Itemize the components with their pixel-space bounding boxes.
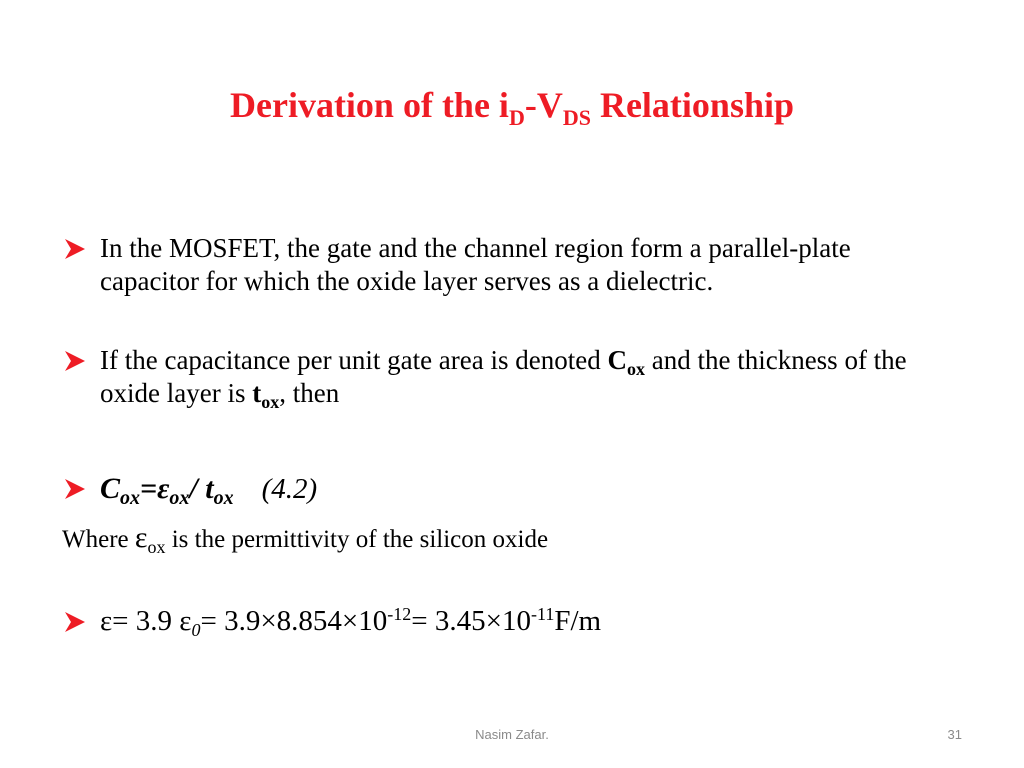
title-text-prefix: Derivation of the i [229,85,509,125]
permittivity-expression: ε= 3.9 $\varepsilon_0= 3.9\times 8.854\times 10^{-12}= 3.45\times 10^{-11}F/m$ [100,604,602,640]
epsilon-symbol: ε [134,521,148,554]
arrow-bullet-icon [62,237,88,261]
tox-symbol: $t_{ox}$ [252,378,280,412]
equation [100,472,942,509]
arrow-bullet-icon [62,349,88,373]
title-subscript-ds: DS [562,105,591,130]
bullet-text: In the MOSFET, the gate and the channel region form a parallel-plate capacitor for which the oxide layer serves as a dielectric. [100,233,851,296]
slide-number: 31 [947,727,962,742]
title-text-suffix: Relationship [590,85,794,125]
cox-symbol: $C_{ox}$ [607,345,645,379]
equation-number: (4.2) [261,473,318,505]
arrow-bullet-icon [62,610,88,634]
title-subscript-d: D [508,105,525,130]
arrow-bullet-icon [62,477,88,501]
footer-author: Nasim Zafar. [475,727,549,742]
title-text-mid: -V [524,85,563,125]
slide-title [0,84,1024,130]
bullet-text: If the capacitance per unit gate area is denoted $C_{ox}$ and the thickness of the oxide layer is $t_{ox}$, then [100,345,907,412]
where-note: Where $\varepsilon_{ox}$ is the permittivity of the silicon oxide [62,521,549,557]
equation-expression: $C_{ox}=\varepsilon_{ox}/$ $t_{ox}$ [100,472,234,509]
